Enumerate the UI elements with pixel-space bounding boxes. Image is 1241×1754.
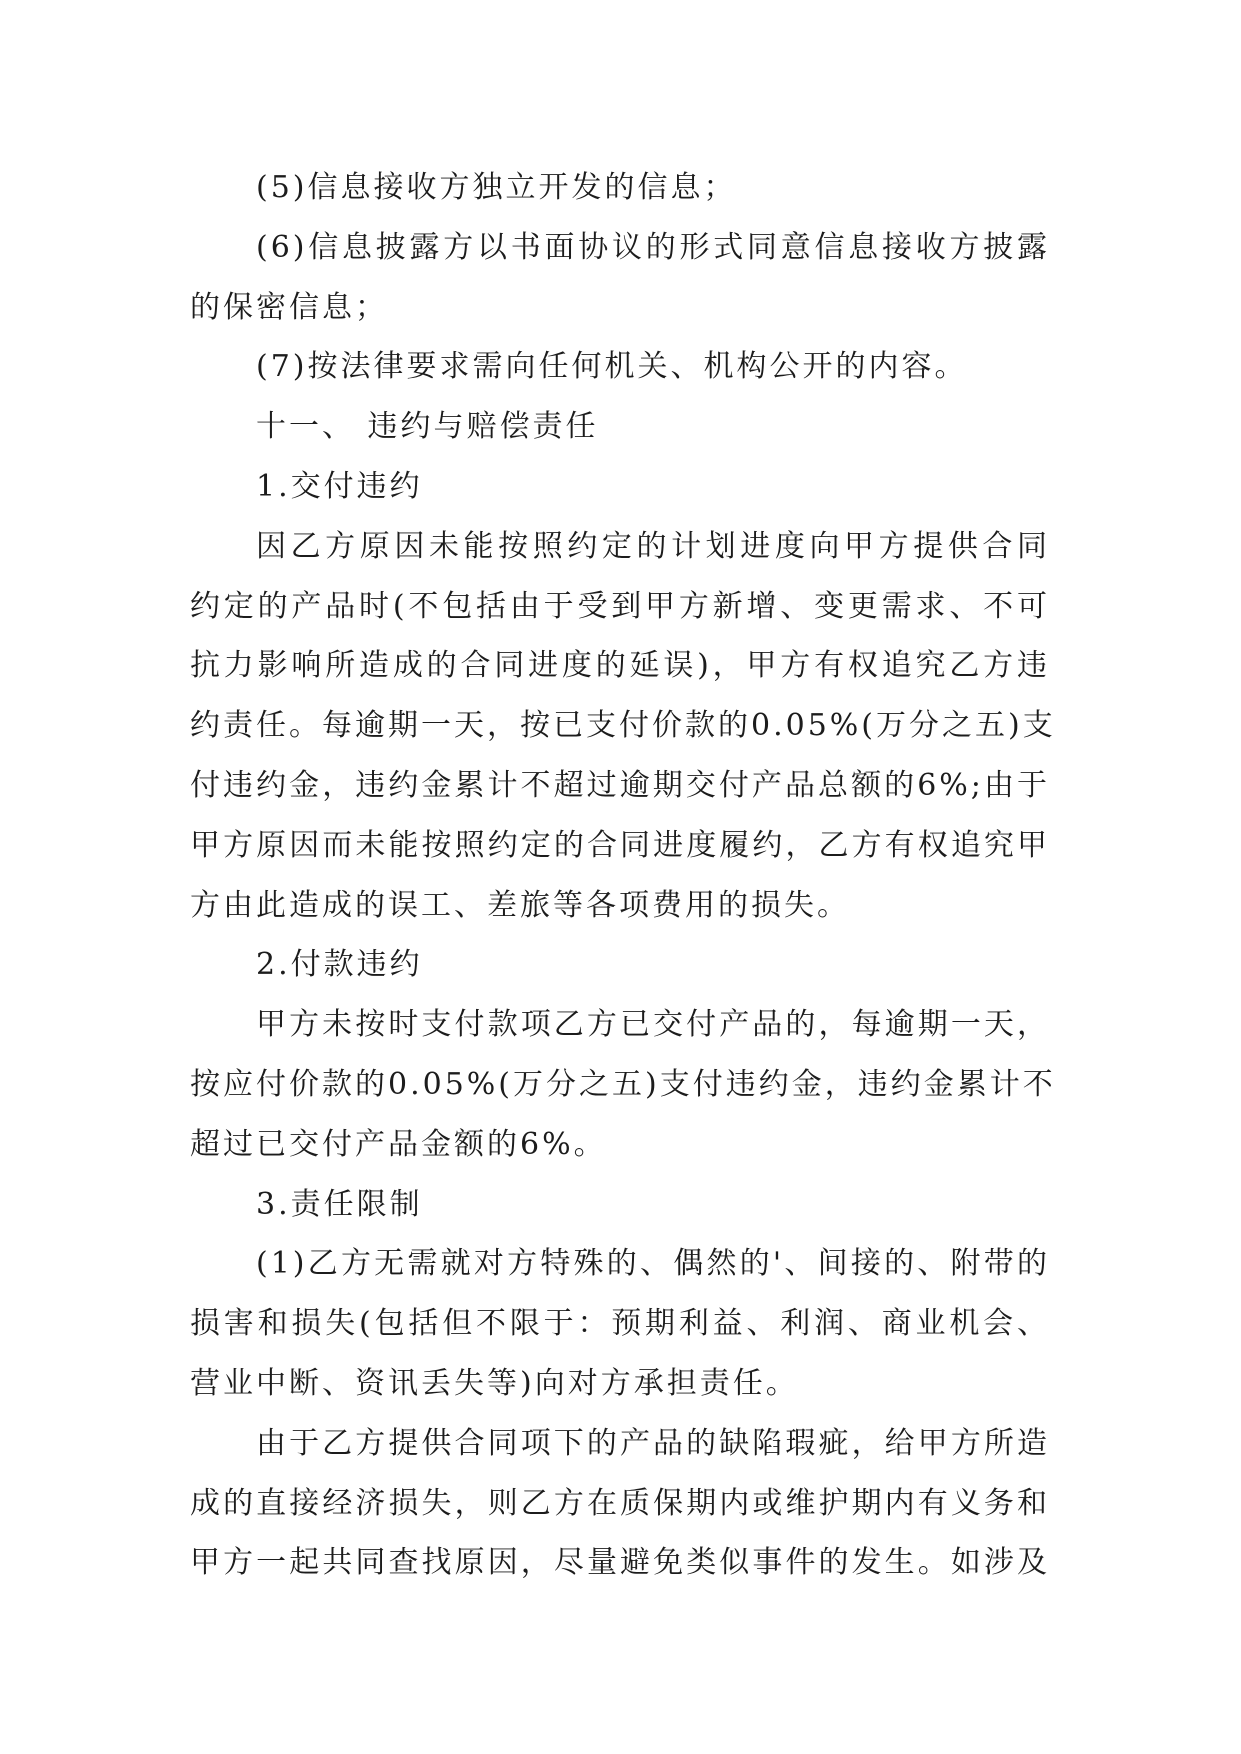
paragraph-delivery-line-2: 约定的产品时(不包括由于受到甲方新增、变更需求、不可 — [190, 588, 1050, 624]
subheading-liability-limit: 3.责任限制 — [256, 1186, 423, 1222]
paragraph-defect-line-1: 由于乙方提供合同项下的产品的缺陷瑕疵，给甲方所造 — [256, 1425, 1050, 1461]
paragraph-defect-line-2: 成的直接经济损失，则乙方在质保期内或维护期内有义务和 — [190, 1485, 1050, 1521]
paragraph-payment-line-2: 按应付价款的0.05%(万分之五)支付违约金，违约金累计不 — [190, 1066, 1056, 1102]
document-body — [190, 158, 1056, 1593]
paragraph-defect-line-3: 甲方一起共同查找原因，尽量避免类似事件的发生。如涉及 — [190, 1545, 1050, 1581]
paragraph-payment-line-3: 超过已交付产品金额的6%。 — [190, 1126, 607, 1162]
subheading-payment-breach: 2.付款违约 — [256, 947, 423, 983]
paragraph-delivery-line-3: 抗力影响所造成的合同进度的延误)，甲方有权追究乙方违 — [190, 648, 1050, 684]
paragraph-liability-line-1: (1)乙方无需就对方特殊的、偶然的'、间接的、附带的 — [256, 1246, 1050, 1282]
clause-7-line: (7)按法律要求需向任何机关、机构公开的内容。 — [256, 349, 968, 385]
paragraph-delivery-line-7: 方由此造成的误工、差旅等各项费用的损失。 — [190, 887, 850, 923]
paragraph-liability-line-2: 损害和损失(包括但不限于：预期利益、利润、商业机会、 — [190, 1306, 1050, 1342]
paragraph-delivery-line-1: 因乙方原因未能按照约定的计划进度向甲方提供合同 — [256, 528, 1050, 564]
paragraph-delivery-line-4: 约责任。每逾期一天，按已支付价款的0.05%(万分之五)支 — [190, 708, 1056, 744]
section-11-heading: 十一、 违约与赔偿责任 — [256, 409, 599, 445]
paragraph-liability-line-3: 营业中断、资讯丢失等)向对方承担责任。 — [190, 1365, 799, 1401]
subheading-delivery-breach: 1.交付违约 — [256, 468, 423, 504]
paragraph-delivery-line-6: 甲方原因而未能按照约定的合同进度履约，乙方有权追究甲 — [190, 827, 1050, 863]
clause-5-line: (5)信息接收方独立开发的信息； — [256, 170, 737, 205]
clause-6-line-1: (6)信息披露方以书面协议的形式同意信息接收方披露 — [256, 229, 1050, 265]
paragraph-payment-line-1: 甲方未按时支付款项乙方已交付产品的，每逾期一天， — [256, 1007, 1050, 1043]
paragraph-delivery-line-5: 付违约金，违约金累计不超过逾期交付产品总额的6%;由于 — [190, 767, 1050, 803]
clause-6-line-2: 的保密信息； — [190, 289, 388, 325]
